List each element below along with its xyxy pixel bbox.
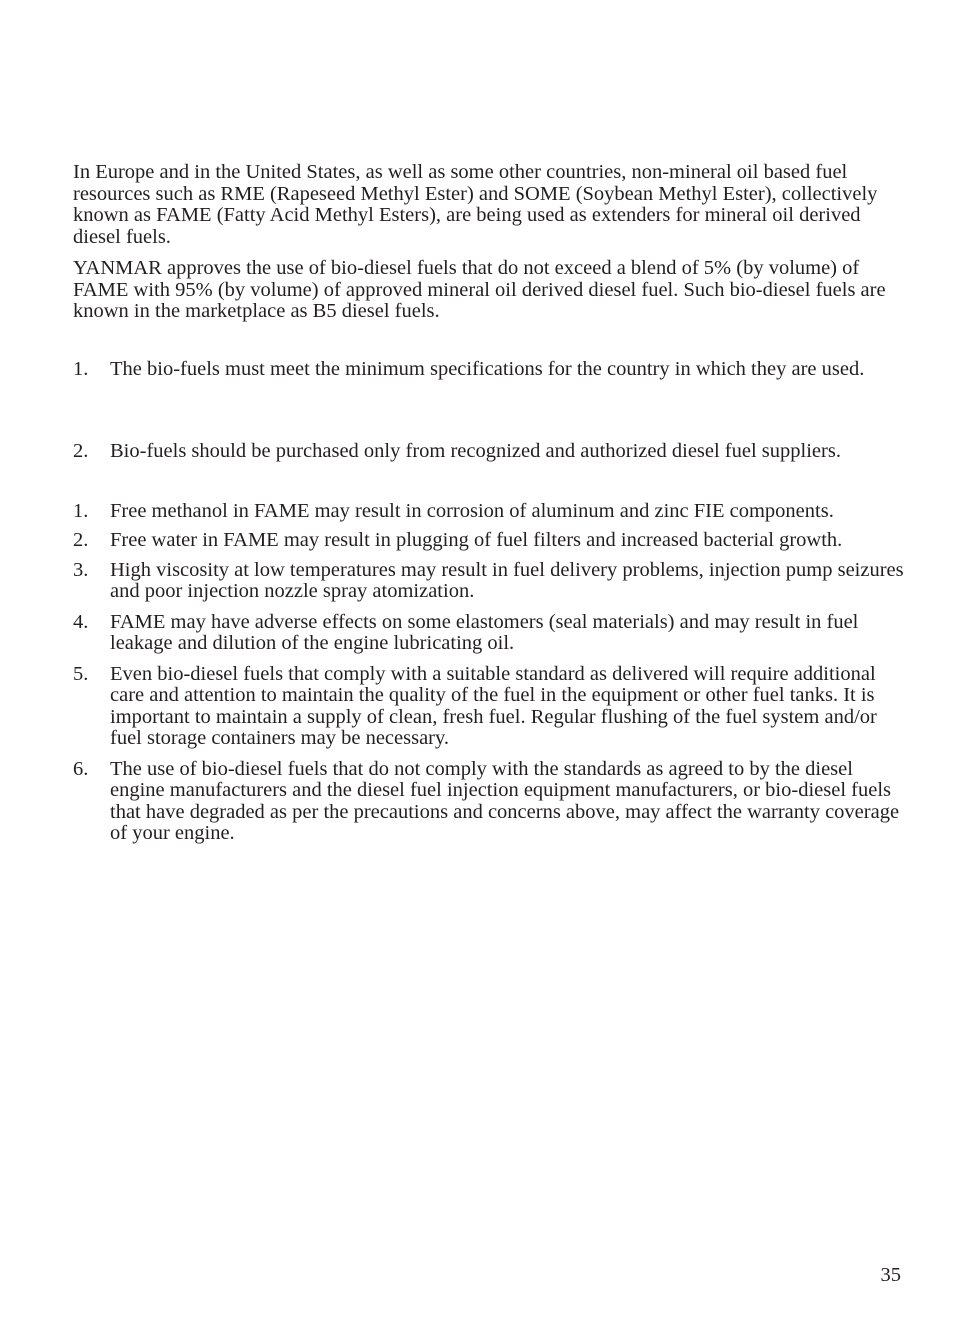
list-item — [73, 560, 907, 603]
list-item — [73, 501, 907, 523]
list-item — [73, 359, 907, 381]
page-number: 35 — [880, 1264, 901, 1286]
intro-paragraph-yanmar-approval: YANMAR approves the use of bio-diesel fuels that do not exceed a blend of 5% (by volume) of FAME with 95% (by volume) of approved mineral oil derived diesel fuel. Such bio-diesel fuels are known in the marketplace as B5 diesel fuels. — [73, 257, 886, 322]
intro-paragraph-fame: In Europe and in the United States, as well as some other countries, non-mineral oil based fuel resources such as RME (Rapeseed Methyl Ester) and SOME (Soybean Methyl Ester), collectively known as FAME (Fatty Acid Methyl Esters), are being used as extenders for mineral oil derived diesel fuels. — [73, 161, 878, 248]
list-item — [73, 759, 907, 845]
list-item-text: Free water in FAME may result in plugging of fuel filters and increased bacterial growth. — [110, 529, 843, 551]
list-item-text: Even bio-diesel fuels that comply with a suitable standard as delivered will require additional care and attention to maintain the quality of the fuel in the equipment or other fuel tanks. It is important to maintain a supply of clean, fresh fuel. Regular flushing of the fuel system and/or fuel storage containers may be necessary. — [110, 662, 877, 749]
list-item-number: 1. — [73, 499, 89, 522]
list-item — [73, 530, 907, 552]
list-item-number: 2. — [73, 440, 89, 462]
document-body — [73, 162, 907, 845]
list-item — [73, 441, 907, 463]
list-item-number: 4. — [73, 610, 89, 633]
concerns-list — [73, 501, 907, 845]
list-item-text: High viscosity at low temperatures may result in fuel delivery problems, injection pump seizures and poor injection nozzle spray atomization. — [110, 558, 904, 602]
list-item-text: The bio-fuels must meet the minimum specifications for the country in which they are used. — [110, 357, 865, 380]
list-item-number: 2. — [73, 529, 89, 551]
list-item-text: The use of bio-diesel fuels that do not comply with the standards as agreed to by the diesel engine manufacturers and the diesel fuel injection equipment manufacturers, or bio-diesel fuels that have degraded as per the precautions and concerns above, may affect the warranty coverage of your engine. — [110, 757, 900, 844]
list-item-text: FAME may have adverse effects on some elastomers (seal materials) and may result in fuel leakage and dilution of the engine lubricating oil. — [110, 610, 859, 654]
list-item — [73, 664, 907, 750]
requirements-list — [73, 359, 907, 463]
list-item-text: Free methanol in FAME may result in corrosion of aluminum and zinc FIE components. — [110, 499, 834, 522]
list-item-number: 5. — [73, 662, 89, 685]
list-item-number: 6. — [73, 757, 89, 780]
list-item-number: 1. — [73, 357, 89, 380]
list-item-text: Bio-fuels should be purchased only from recognized and authorized diesel fuel suppliers. — [110, 440, 841, 462]
list-item — [73, 612, 907, 655]
list-item-number: 3. — [73, 558, 89, 581]
